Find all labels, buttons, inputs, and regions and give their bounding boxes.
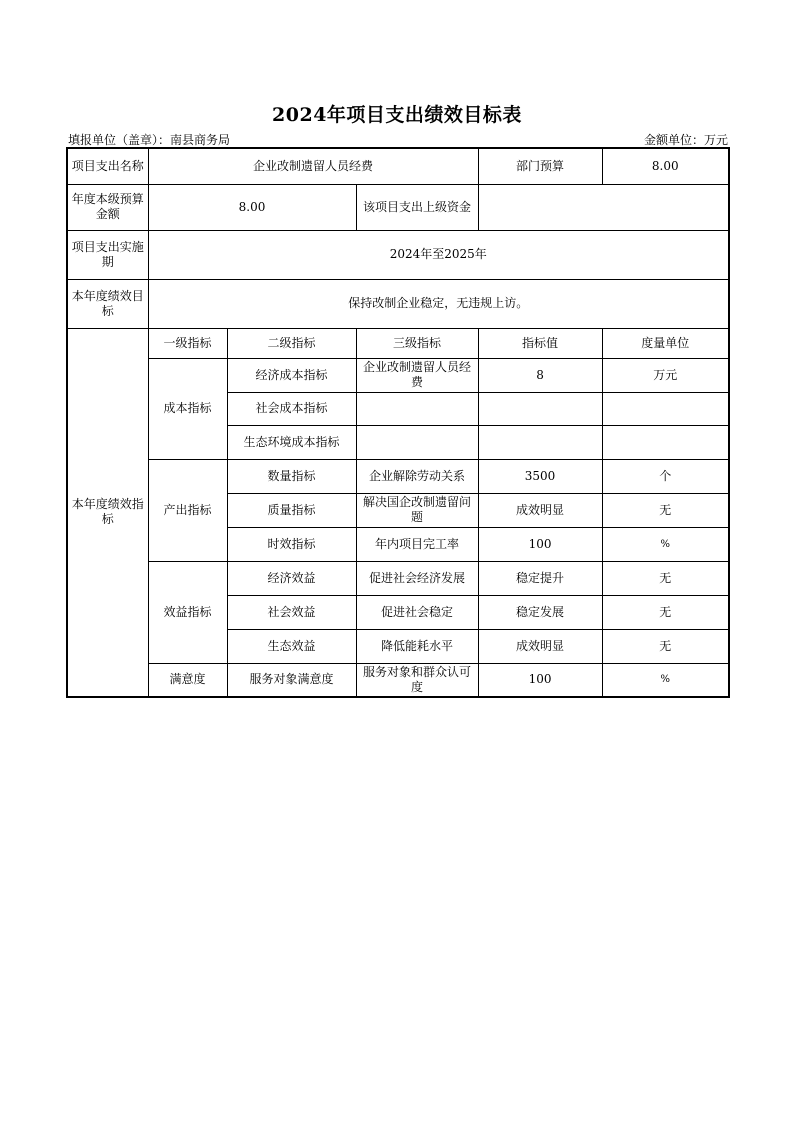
- level2-cell: 社会成本指标: [227, 392, 356, 425]
- value-cell: 稳定提升: [478, 561, 602, 595]
- unit-cell: [602, 425, 729, 459]
- level3-cell: 降低能耗水平: [356, 629, 478, 663]
- annual-budget-value: 8.00: [148, 184, 356, 230]
- level1-cost: 成本指标: [148, 358, 227, 459]
- value-cell: 成效明显: [478, 629, 602, 663]
- unit-cell: 无: [602, 595, 729, 629]
- unit-cell: 无: [602, 493, 729, 527]
- value-cell: 100: [478, 527, 602, 561]
- column-header: 二级指标: [227, 328, 356, 358]
- column-header: 指标值: [478, 328, 602, 358]
- goal-value: 保持改制企业稳定，无违规上访。: [148, 279, 729, 328]
- level2-cell: 服务对象满意度: [227, 663, 356, 697]
- period-value: 2024年至2025年: [148, 230, 729, 279]
- level3-cell: [356, 392, 478, 425]
- amount-unit: 金额单位：万元: [643, 133, 728, 147]
- filing-unit: 填报单位（盖章）：南县商务局: [68, 133, 231, 147]
- level2-cell: 生态效益: [227, 629, 356, 663]
- value-cell: 100: [478, 663, 602, 697]
- annual-budget-label: 年度本级预算金额: [67, 184, 148, 230]
- project-name-value: 企业改制遗留人员经费: [148, 148, 478, 184]
- level3-cell: 企业改制遗留人员经费: [356, 358, 478, 392]
- goal-label: 本年度绩效目标: [67, 279, 148, 328]
- value-cell: 8: [478, 358, 602, 392]
- value-cell: [478, 392, 602, 425]
- page-title: 2024年项目支出绩效目标表: [272, 104, 522, 126]
- indicators-section-label: 本年度绩效指标: [67, 328, 148, 697]
- column-header: 一级指标: [148, 328, 227, 358]
- level2-cell: 社会效益: [227, 595, 356, 629]
- value-cell: 稳定发展: [478, 595, 602, 629]
- level3-cell: 解决国企改制遗留问题: [356, 493, 478, 527]
- column-header: 三级指标: [356, 328, 478, 358]
- value-cell: 成效明显: [478, 493, 602, 527]
- unit-cell: 万元: [602, 358, 729, 392]
- performance-target-table: [66, 147, 730, 698]
- level2-cell: 生态环境成本指标: [227, 425, 356, 459]
- level3-cell: 年内项目完工率: [356, 527, 478, 561]
- unit-cell: 无: [602, 561, 729, 595]
- level2-cell: 经济成本指标: [227, 358, 356, 392]
- value-cell: [478, 425, 602, 459]
- unit-cell: %: [602, 527, 729, 561]
- column-header: 度量单位: [602, 328, 729, 358]
- level2-cell: 经济效益: [227, 561, 356, 595]
- level3-cell: 企业解除劳动关系: [356, 459, 478, 493]
- level3-cell: 服务对象和群众认可度: [356, 663, 478, 697]
- level2-cell: 数量指标: [227, 459, 356, 493]
- value-cell: 3500: [478, 459, 602, 493]
- dept-budget-label: 部门预算: [478, 148, 602, 184]
- unit-cell: 无: [602, 629, 729, 663]
- level3-cell: 促进社会稳定: [356, 595, 478, 629]
- level2-cell: 质量指标: [227, 493, 356, 527]
- unit-cell: %: [602, 663, 729, 697]
- unit-cell: 个: [602, 459, 729, 493]
- project-name-label: 项目支出名称: [67, 148, 148, 184]
- upper-funds-value: [478, 184, 729, 230]
- upper-funds-label: 该项目支出上级资金: [356, 184, 478, 230]
- dept-budget-value: 8.00: [602, 148, 729, 184]
- period-label: 项目支出实施期: [67, 230, 148, 279]
- level2-cell: 时效指标: [227, 527, 356, 561]
- level1-benefit: 效益指标: [148, 561, 227, 663]
- unit-cell: [602, 392, 729, 425]
- level3-cell: [356, 425, 478, 459]
- level1-satisfaction: 满意度: [148, 663, 227, 697]
- level3-cell: 促进社会经济发展: [356, 561, 478, 595]
- level1-output: 产出指标: [148, 459, 227, 561]
